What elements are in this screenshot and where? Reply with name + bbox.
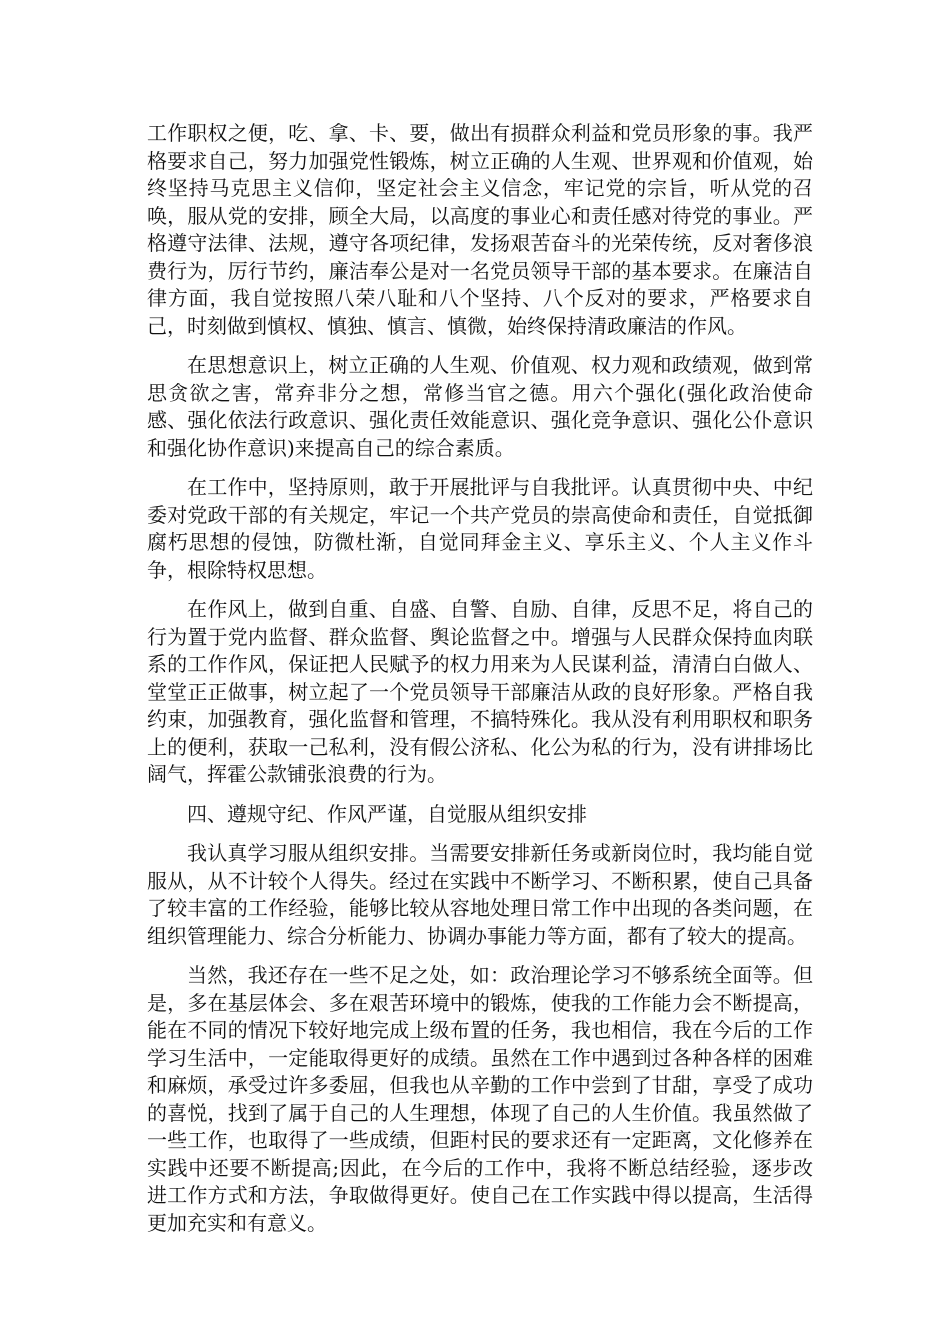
- paragraph-6: 当然，我还存在一些不足之处，如：政治理论学习不够系统全面等。但是，多在基层体会、多在艰苦环境中的锻炼，使我的工作能力会不断提高，能在不同的情况下较好地完成上级布置的任务，我也相信，我在今后的工作学习生活中，一定能取得更好的成绩。虽然在工作中遇到过各种各样的困难和麻烦，承受过许多委屈，但我也从辛勤的工作中尝到了甘甜，享受了成功的喜悦，找到了属于自己的人生理想，体现了自己的人生价值。我虽然做了一些工作，也取得了一些成绩，但距村民的要求还有一定距离，文化修养在实践中还要不断提高;因此，在今后的工作中，我将不断总结经验，逐步改进工作方式和方法，争取做得更好。使自己在工作实践中得以提高，生活得更加充实和有意义。: [147, 963, 813, 1235]
- paragraph-3: 在工作中，坚持原则，敢于开展批评与自我批评。认真贯彻中央、中纪委对党政干部的有关规定，牢记一个共产党员的崇高使命和责任，自觉抵御腐朽思想的侵蚀，防微杜渐，自觉同拜金主义、享乐主义、个人主义作斗争，根除特权思想。: [147, 475, 813, 582]
- section-heading-4: 四、遵规守纪、作风严谨，自觉服从组织安排: [187, 801, 587, 826]
- paragraph-5: 我认真学习服从组织安排。当需要安排新任务或新岗位时，我均能自觉服从，从不计较个人得失。经过在实践中不断学习、不断积累，使自己具备了较丰富的工作经验，能够比较从容地处理日常工作中出现的各类问题，在组织管理能力、综合分析能力、协调办事能力等方面，都有了较大的提高。: [147, 841, 813, 948]
- paragraph-2: 在思想意识上，树立正确的人生观、价值观、权力观和政绩观，做到常思贪欲之害，常弃非分之想，常修当官之德。用六个强化(强化政治使命感、强化依法行政意识、强化责任效能意识、强化竞争意识、强化公仆意识和强化协作意识)来提高自己的综合素质。: [147, 353, 813, 460]
- paragraph-4: 在作风上，做到自重、自盛、自警、自励、自律，反思不足，将自己的行为置于党内监督、群众监督、舆论监督之中。增强与人民群众保持血肉联系的工作作风，保证把人民赋予的权力用来为人民谋利益，清清白白做人、堂堂正正做事，树立起了一个党员领导干部廉洁从政的良好形象。严格自我约束，加强教育，强化监督和管理，不搞特殊化。我从没有利用职权和职务上的便利，获取一己私利，没有假公济私、化公为私的行为，没有讲排场比阔气，挥霍公款铺张浪费的行为。: [147, 597, 813, 786]
- paragraph-1: 工作职权之便，吃、拿、卡、要，做出有损群众利益和党员形象的事。我严格要求自己，努力加强党性锻炼，树立正确的人生观、世界观和价值观，始终坚持马克思主义信仰，坚定社会主义信念，牢记党的宗旨，听从党的召唤，服从党的安排，顾全大局，以高度的事业心和责任感对待党的事业。严格遵守法律、法规，遵守各项纪律，发扬艰苦奋斗的光荣传统，反对奢侈浪费行为，厉行节约，廉洁奉公是对一名党员领导干部的基本要求。在廉洁自律方面，我自觉按照八荣八耻和八个坚持、八个反对的要求，严格要求自己，时刻做到慎权、慎独、慎言、慎微，始终保持清政廉洁的作风。: [147, 121, 813, 338]
- document-body: [147, 120, 813, 1249]
